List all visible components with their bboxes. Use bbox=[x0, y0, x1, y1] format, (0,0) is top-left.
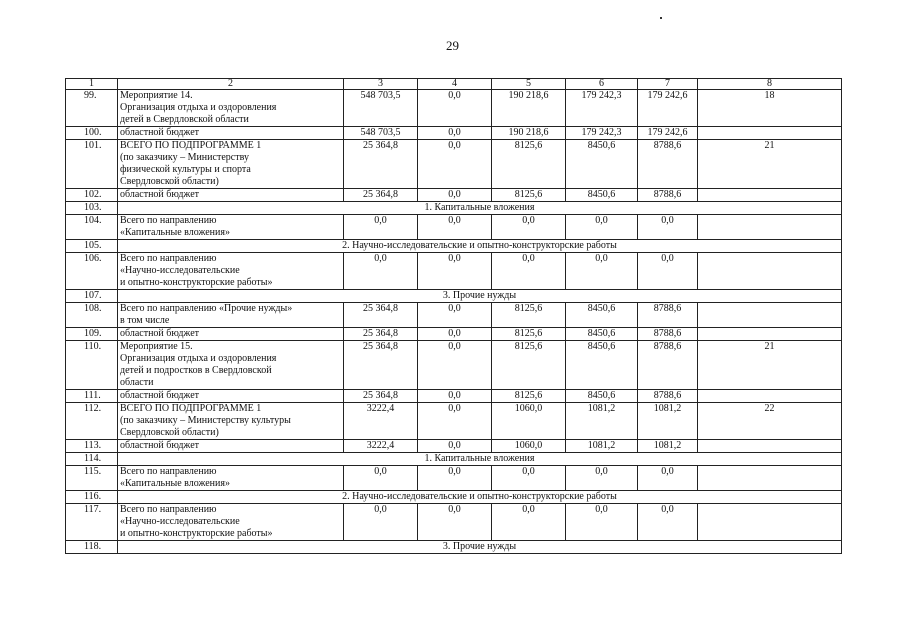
row-number: 104. bbox=[66, 215, 118, 240]
header-cell: 3 bbox=[344, 79, 418, 90]
target-index-cell bbox=[698, 466, 842, 491]
value-cell: 8125,6 bbox=[492, 328, 566, 341]
table-row bbox=[66, 253, 842, 290]
header-cell: 5 bbox=[492, 79, 566, 90]
value-cell: 190 218,6 bbox=[492, 90, 566, 127]
value-cell: 8450,6 bbox=[566, 303, 638, 328]
target-index-cell bbox=[698, 390, 842, 403]
value-cell: 0,0 bbox=[418, 466, 492, 491]
table-row bbox=[66, 504, 842, 541]
value-cell: 25 364,8 bbox=[344, 341, 418, 390]
value-cell: 0,0 bbox=[344, 215, 418, 240]
section-title: 2. Научно-исследовательские и опытно-конструкторские работы bbox=[118, 491, 842, 504]
target-index-cell bbox=[698, 215, 842, 240]
value-cell: 0,0 bbox=[418, 253, 492, 290]
target-index-cell bbox=[698, 127, 842, 140]
value-cell: 8788,6 bbox=[638, 303, 698, 328]
table-row bbox=[66, 328, 842, 341]
value-cell: 0,0 bbox=[418, 189, 492, 202]
row-number: 105. bbox=[66, 240, 118, 253]
row-number: 109. bbox=[66, 328, 118, 341]
table-row bbox=[66, 140, 842, 189]
value-cell: 190 218,6 bbox=[492, 127, 566, 140]
row-number: 100. bbox=[66, 127, 118, 140]
header-cell: 7 bbox=[638, 79, 698, 90]
row-number: 114. bbox=[66, 453, 118, 466]
row-name: областной бюджет bbox=[118, 440, 344, 453]
row-name: ВСЕГО ПО ПОДПРОГРАММЕ 1 (по заказчику – Министерству культуры Свердловской области) bbox=[118, 403, 344, 440]
value-cell: 0,0 bbox=[638, 466, 698, 491]
row-name: Всего по направлению «Научно-исследовательские и опытно-конструкторские работы» bbox=[118, 504, 344, 541]
table-row bbox=[66, 440, 842, 453]
target-index-cell bbox=[698, 189, 842, 202]
table-row bbox=[66, 189, 842, 202]
target-index-cell bbox=[698, 303, 842, 328]
section-row bbox=[66, 453, 842, 466]
value-cell: 1081,2 bbox=[638, 440, 698, 453]
row-name: ВСЕГО ПО ПОДПРОГРАММЕ 1 (по заказчику – Министерству физической культуры и спорта Свердловской области) bbox=[118, 140, 344, 189]
section-title: 1. Капитальные вложения bbox=[118, 202, 842, 215]
table-row bbox=[66, 390, 842, 403]
value-cell: 25 364,8 bbox=[344, 189, 418, 202]
row-number: 107. bbox=[66, 290, 118, 303]
value-cell: 0,0 bbox=[638, 504, 698, 541]
section-title: 2. Научно-исследовательские и опытно-конструкторские работы bbox=[118, 240, 842, 253]
row-number: 102. bbox=[66, 189, 118, 202]
value-cell: 548 703,5 bbox=[344, 127, 418, 140]
row-name: Мероприятие 14. Организация отдыха и оздоровления детей в Свердловской области bbox=[118, 90, 344, 127]
table-row bbox=[66, 127, 842, 140]
row-number: 112. bbox=[66, 403, 118, 440]
value-cell: 0,0 bbox=[418, 328, 492, 341]
target-index-cell: 22 bbox=[698, 403, 842, 440]
row-number: 99. bbox=[66, 90, 118, 127]
value-cell: 8788,6 bbox=[638, 341, 698, 390]
row-number: 108. bbox=[66, 303, 118, 328]
value-cell: 8450,6 bbox=[566, 140, 638, 189]
header-cell: 6 bbox=[566, 79, 638, 90]
value-cell: 0,0 bbox=[418, 341, 492, 390]
value-cell: 8788,6 bbox=[638, 328, 698, 341]
target-index-cell: 18 bbox=[698, 90, 842, 127]
section-row bbox=[66, 491, 842, 504]
value-cell: 3222,4 bbox=[344, 403, 418, 440]
value-cell: 0,0 bbox=[492, 504, 566, 541]
header-cell: 1 bbox=[66, 79, 118, 90]
row-name: областной бюджет bbox=[118, 189, 344, 202]
value-cell: 179 242,3 bbox=[566, 127, 638, 140]
section-title: 1. Капитальные вложения bbox=[118, 453, 842, 466]
value-cell: 548 703,5 bbox=[344, 90, 418, 127]
value-cell: 1060,0 bbox=[492, 403, 566, 440]
value-cell: 0,0 bbox=[418, 504, 492, 541]
value-cell: 8788,6 bbox=[638, 390, 698, 403]
value-cell: 179 242,6 bbox=[638, 127, 698, 140]
value-cell: 8788,6 bbox=[638, 189, 698, 202]
row-number: 116. bbox=[66, 491, 118, 504]
value-cell: 8125,6 bbox=[492, 303, 566, 328]
value-cell: 179 242,3 bbox=[566, 90, 638, 127]
value-cell: 25 364,8 bbox=[344, 303, 418, 328]
row-name: областной бюджет bbox=[118, 390, 344, 403]
value-cell: 8450,6 bbox=[566, 189, 638, 202]
value-cell: 0,0 bbox=[418, 90, 492, 127]
budget-table bbox=[65, 78, 842, 554]
table-row bbox=[66, 303, 842, 328]
value-cell: 1081,2 bbox=[566, 403, 638, 440]
row-number: 111. bbox=[66, 390, 118, 403]
table-row bbox=[66, 466, 842, 491]
row-number: 103. bbox=[66, 202, 118, 215]
section-title: 3. Прочие нужды bbox=[118, 541, 842, 554]
row-number: 110. bbox=[66, 341, 118, 390]
value-cell: 179 242,6 bbox=[638, 90, 698, 127]
section-title: 3. Прочие нужды bbox=[118, 290, 842, 303]
target-index-cell bbox=[698, 504, 842, 541]
value-cell: 3222,4 bbox=[344, 440, 418, 453]
header-row bbox=[66, 79, 842, 90]
target-index-cell bbox=[698, 253, 842, 290]
header-cell: 8 bbox=[698, 79, 842, 90]
value-cell: 8450,6 bbox=[566, 341, 638, 390]
row-number: 117. bbox=[66, 504, 118, 541]
value-cell: 0,0 bbox=[566, 253, 638, 290]
row-name: областной бюджет bbox=[118, 328, 344, 341]
table-row bbox=[66, 215, 842, 240]
value-cell: 0,0 bbox=[492, 253, 566, 290]
value-cell: 8450,6 bbox=[566, 328, 638, 341]
value-cell: 1081,2 bbox=[566, 440, 638, 453]
row-name: Всего по направлению «Научно-исследовательские и опытно-конструкторские работы» bbox=[118, 253, 344, 290]
value-cell: 25 364,8 bbox=[344, 390, 418, 403]
section-row bbox=[66, 240, 842, 253]
table-body bbox=[66, 79, 842, 554]
value-cell: 0,0 bbox=[418, 390, 492, 403]
value-cell: 25 364,8 bbox=[344, 140, 418, 189]
value-cell: 0,0 bbox=[566, 504, 638, 541]
target-index-cell bbox=[698, 440, 842, 453]
table-row bbox=[66, 403, 842, 440]
value-cell: 0,0 bbox=[344, 253, 418, 290]
section-row bbox=[66, 202, 842, 215]
target-index-cell bbox=[698, 328, 842, 341]
header-cell: 2 bbox=[118, 79, 344, 90]
value-cell: 1060,0 bbox=[492, 440, 566, 453]
target-index-cell: 21 bbox=[698, 341, 842, 390]
value-cell: 0,0 bbox=[492, 466, 566, 491]
header-cell: 4 bbox=[418, 79, 492, 90]
scan-dot bbox=[660, 17, 662, 19]
row-name: Мероприятие 15. Организация отдыха и оздоровления детей и подростков в Свердловской области bbox=[118, 341, 344, 390]
value-cell: 25 364,8 bbox=[344, 328, 418, 341]
row-number: 101. bbox=[66, 140, 118, 189]
row-number: 113. bbox=[66, 440, 118, 453]
value-cell: 0,0 bbox=[638, 215, 698, 240]
row-name: областной бюджет bbox=[118, 127, 344, 140]
value-cell: 1081,2 bbox=[638, 403, 698, 440]
value-cell: 0,0 bbox=[638, 253, 698, 290]
value-cell: 0,0 bbox=[418, 303, 492, 328]
value-cell: 8125,6 bbox=[492, 341, 566, 390]
table-row bbox=[66, 341, 842, 390]
row-name: Всего по направлению «Капитальные вложения» bbox=[118, 215, 344, 240]
value-cell: 0,0 bbox=[492, 215, 566, 240]
value-cell: 8788,6 bbox=[638, 140, 698, 189]
section-row bbox=[66, 290, 842, 303]
row-number: 118. bbox=[66, 541, 118, 554]
value-cell: 8125,6 bbox=[492, 390, 566, 403]
row-number: 115. bbox=[66, 466, 118, 491]
row-name: Всего по направлению «Капитальные вложения» bbox=[118, 466, 344, 491]
page-number: 29 bbox=[446, 38, 459, 53]
value-cell: 8450,6 bbox=[566, 390, 638, 403]
value-cell: 0,0 bbox=[418, 403, 492, 440]
value-cell: 0,0 bbox=[418, 440, 492, 453]
value-cell: 0,0 bbox=[418, 215, 492, 240]
value-cell: 0,0 bbox=[344, 504, 418, 541]
value-cell: 0,0 bbox=[418, 127, 492, 140]
value-cell: 8125,6 bbox=[492, 189, 566, 202]
value-cell: 0,0 bbox=[566, 466, 638, 491]
table-row bbox=[66, 90, 842, 127]
section-row bbox=[66, 541, 842, 554]
value-cell: 0,0 bbox=[566, 215, 638, 240]
value-cell: 0,0 bbox=[344, 466, 418, 491]
value-cell: 8125,6 bbox=[492, 140, 566, 189]
row-name: Всего по направлению «Прочие нужды» в том числе bbox=[118, 303, 344, 328]
target-index-cell: 21 bbox=[698, 140, 842, 189]
value-cell: 0,0 bbox=[418, 140, 492, 189]
row-number: 106. bbox=[66, 253, 118, 290]
